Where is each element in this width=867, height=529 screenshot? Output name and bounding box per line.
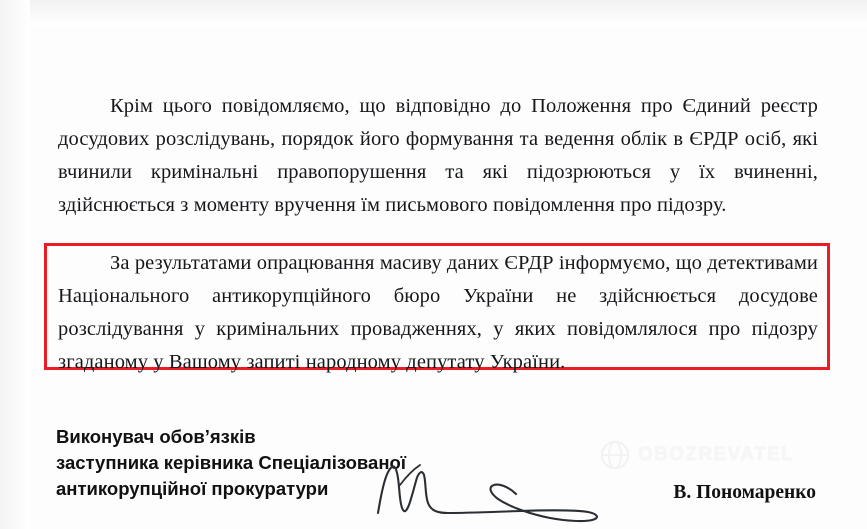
signature-block — [56, 424, 816, 502]
signatory-title — [56, 424, 486, 502]
paragraph-first-text: Крім цього повідомляємо, що відповідно до Положення про Єдиний реєстр досудових розслідувань, порядок його формування та ведення облік в ЄРДР осіб, які вчинили кримінальні правопорушення та які підозрюються у їх вчиненні, здійснюється з моменту вручення їм письмового повідомлення про підозру. — [58, 95, 818, 216]
page-edge-shadow-top — [0, 0, 867, 26]
signatory-title-line-3: антикорупційної прокуратури — [56, 478, 329, 499]
highlighted-paragraph-container — [58, 247, 818, 379]
signatory-name: В. Пономаренко — [673, 482, 816, 503]
document-body — [58, 90, 818, 230]
paragraph-highlighted — [58, 247, 818, 379]
watermark-text: OBOZREVATEL — [638, 444, 795, 465]
paragraph-first — [58, 90, 818, 222]
paragraph-highlighted-text: За результатами опрацювання масиву даних ЄРДР інформуємо, що детективами Національного антикорупційного бюро України не здійснюється досудове розслідування у кримінальних провадженнях, у яких повідомлялося про підозру згаданому у Вашому запиті народному депутату України. — [58, 252, 818, 373]
signatory-title-line-1: Виконувач обов’язків — [56, 426, 256, 447]
signatory-title-line-2: заступника керівника Спеціалізованої — [56, 452, 406, 473]
page-edge-shadow-left — [0, 0, 30, 529]
